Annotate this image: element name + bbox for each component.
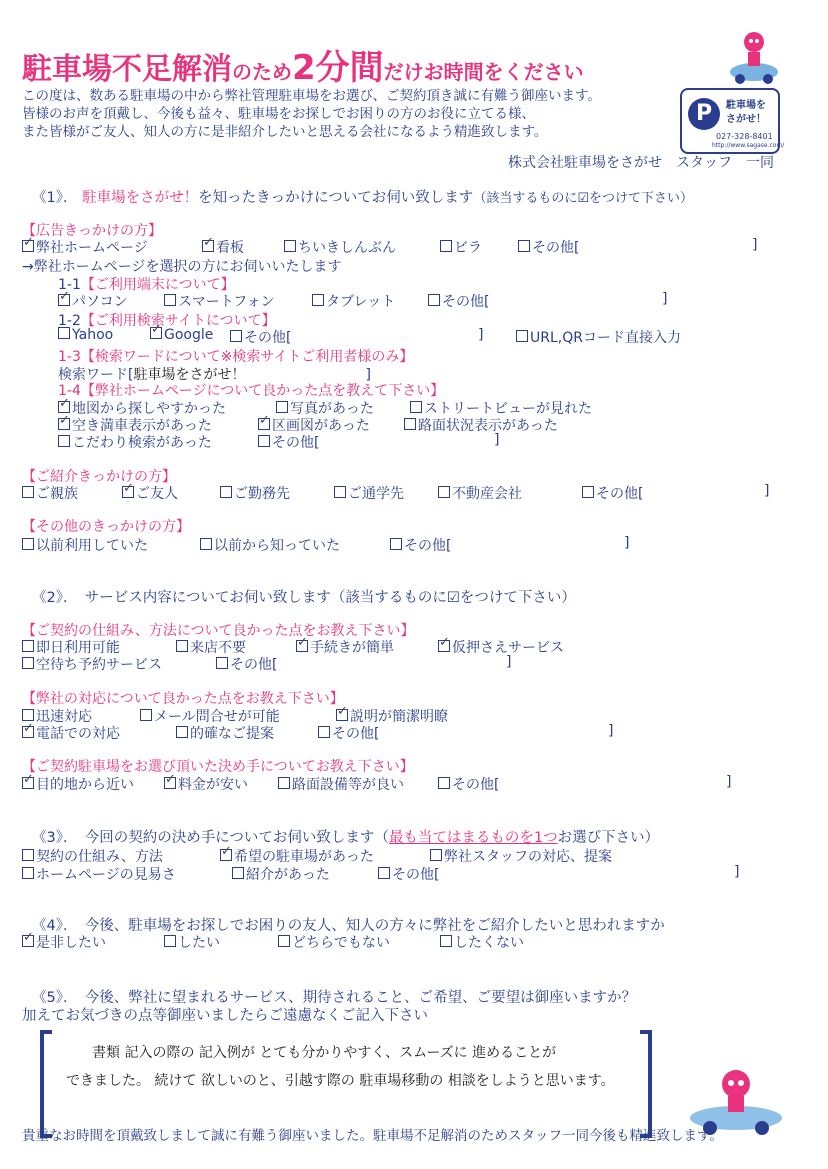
q3-row1-option-0[interactable] bbox=[22, 846, 163, 866]
q2b-row1-label: 迅速対応 bbox=[36, 709, 92, 725]
checkbox-icon[interactable] bbox=[22, 240, 34, 252]
checkbox-icon[interactable] bbox=[428, 294, 440, 306]
intro-line-3: また皆様がご友人、知人の方に是非紹介したいと思える会社になるよう精進致します。 bbox=[22, 124, 548, 140]
q3-row1-label: 弊社スタッフの対応、提案 bbox=[444, 849, 612, 865]
intro-option-4[interactable] bbox=[438, 483, 522, 503]
ad-option-4[interactable] bbox=[518, 237, 579, 257]
q2b-row2-option-2[interactable] bbox=[318, 723, 379, 743]
checkbox-icon[interactable] bbox=[164, 777, 176, 789]
signature: 株式会社駐車場をさがせ スタッフ 一同 bbox=[508, 155, 774, 171]
q2a-row2-close-bracket: ] bbox=[506, 654, 512, 670]
s11-option-3[interactable] bbox=[428, 291, 489, 311]
s12-option-1[interactable] bbox=[150, 327, 213, 343]
bracket-left bbox=[40, 1030, 52, 1138]
q3-row2-label: ホームページの見易さ bbox=[36, 867, 176, 883]
q3-row2-option-2[interactable] bbox=[378, 864, 439, 884]
ad-label: ビラ bbox=[454, 240, 482, 256]
intro-label: ご勤務先 bbox=[234, 486, 290, 502]
q3-row1-option-2[interactable] bbox=[430, 846, 612, 866]
checkbox-icon[interactable] bbox=[58, 401, 70, 413]
checkbox-icon[interactable] bbox=[440, 935, 452, 947]
checkbox-icon[interactable] bbox=[276, 401, 288, 413]
checkbox-icon[interactable] bbox=[58, 327, 70, 339]
q2a-row1-label: 即日利用可能 bbox=[36, 640, 120, 656]
s11-option-2[interactable] bbox=[312, 291, 395, 311]
intro-label: ご通学先 bbox=[348, 486, 404, 502]
intro-option-2[interactable] bbox=[220, 483, 290, 503]
checkbox-icon[interactable] bbox=[22, 538, 34, 550]
q2b-row2-label: 的確なご提案 bbox=[190, 726, 274, 742]
s12-close-bracket: ] bbox=[478, 327, 484, 343]
qr-direct-option[interactable] bbox=[516, 327, 681, 347]
s14-heading: 1-4【弊社ホームページについて良かった点を教えて下さい】 bbox=[58, 383, 445, 399]
checkbox-icon[interactable] bbox=[232, 867, 244, 879]
s13-heading: 1-3【検索ワードについて※検索サイトご利用者様のみ】 bbox=[58, 349, 414, 365]
s14-row2-label: 空き満車表示があった bbox=[72, 418, 212, 434]
other-close-bracket: ] bbox=[624, 535, 630, 551]
ad-option-1[interactable] bbox=[202, 237, 244, 257]
s14-row3-label: こだわり検索があった bbox=[72, 435, 212, 451]
checkbox-icon[interactable] bbox=[58, 294, 70, 306]
intro-line-2: 皆様のお声を頂戴し、今後も益々、駐車場をお探しでお困りの方のお役に立てる様、 bbox=[22, 106, 535, 122]
s11-label: その他[ bbox=[442, 294, 490, 310]
checkbox-icon[interactable] bbox=[22, 849, 34, 861]
checkbox-icon[interactable] bbox=[22, 657, 34, 669]
mascot-car-icon bbox=[728, 28, 782, 84]
s14-row1-label: ストリートビューが見れた bbox=[424, 401, 592, 417]
ad-label: 弊社ホームページ bbox=[36, 240, 148, 256]
q3-row1-option-1[interactable] bbox=[220, 846, 374, 866]
page-title: 駐車場不足解消のため2分間だけお時間をください bbox=[22, 48, 584, 88]
q2a-row1-label: 仮押さえサービス bbox=[452, 640, 564, 656]
s11-heading: 1-1【ご利用端末について】 bbox=[58, 277, 235, 293]
q2a-row1-option-3[interactable] bbox=[438, 637, 564, 657]
s12-option-2[interactable] bbox=[230, 327, 291, 347]
q2b-row2-label: 電話での対応 bbox=[36, 726, 120, 742]
q2c-row1-close-bracket: ] bbox=[726, 774, 732, 790]
checkbox-icon[interactable] bbox=[582, 486, 594, 498]
ad-option-2[interactable] bbox=[284, 237, 396, 257]
qr-direct-label: URL,QRコード直接入力 bbox=[530, 330, 681, 346]
checkbox-icon[interactable] bbox=[164, 294, 176, 306]
s14-row3-option-0[interactable] bbox=[58, 432, 212, 452]
intro-section-title: 【ご紹介きっかけの方】 bbox=[22, 469, 176, 485]
q4-option-2[interactable] bbox=[278, 932, 390, 952]
s12-label: Yahoo bbox=[72, 327, 114, 343]
q4-option-3[interactable] bbox=[440, 932, 524, 952]
checkbox-icon[interactable] bbox=[404, 418, 416, 430]
bracket-right bbox=[640, 1030, 652, 1138]
q3-row2-option-1[interactable] bbox=[232, 864, 330, 884]
s12-label: その他[ bbox=[244, 330, 292, 346]
checkbox-icon[interactable] bbox=[22, 486, 34, 498]
checkbox-icon[interactable] bbox=[164, 935, 176, 947]
q2c-row1-label: 料金が安い bbox=[178, 777, 248, 793]
q5-heading-2: 加えてお気づきの点等御座いましたらご遠慮なくご記入下さい bbox=[22, 1008, 428, 1024]
q2a-row2-label: その他[ bbox=[230, 657, 278, 673]
q4-label: どちらでもない bbox=[292, 935, 390, 951]
q2b-row1-label: メール問合せが可能 bbox=[154, 709, 280, 725]
q2b-row2-label: その他[ bbox=[332, 726, 380, 742]
checkbox-icon[interactable] bbox=[516, 330, 528, 342]
s11-label: スマートフォン bbox=[178, 294, 275, 310]
checkbox-icon[interactable] bbox=[312, 294, 324, 306]
s14-row2-option-2[interactable] bbox=[404, 415, 558, 435]
checkbox-icon[interactable] bbox=[258, 418, 270, 430]
checkbox-icon[interactable] bbox=[430, 849, 442, 861]
q2-c-title: 【ご契約駐車場をお選び頂いた決め手についてお教え下さい】 bbox=[22, 759, 414, 775]
checkbox-icon[interactable] bbox=[22, 709, 34, 721]
comment-line-2: できました。 続けて 欲しいのと、引越す際の 駐車場移動の 相談をしようと思います。 bbox=[66, 1073, 615, 1089]
s14-row2-label: 路面状況表示があった bbox=[418, 418, 558, 434]
q3-row2-label: 紹介があった bbox=[246, 867, 330, 883]
s11-label: タブレット bbox=[326, 294, 396, 310]
q2a-row2-option-0[interactable] bbox=[22, 654, 162, 674]
company-logo: P 駐車場を さがせ！ 027-328-8401 http://www.sagase.com/ bbox=[680, 88, 780, 154]
q2c-row1-option-2[interactable] bbox=[278, 774, 404, 794]
q2c-row1-option-0[interactable] bbox=[22, 774, 134, 794]
checkbox-icon[interactable] bbox=[58, 418, 70, 430]
q3-heading: 《3》． 今回の契約の決め手についてお伺い致します（最も当てはまるものを1つお選び下さい） bbox=[32, 830, 660, 846]
q4-label: したくない bbox=[454, 935, 524, 951]
q2c-row1-option-3[interactable] bbox=[438, 774, 499, 794]
ad-label: ちいきしんぶん bbox=[298, 240, 396, 256]
ad-option-0[interactable] bbox=[22, 237, 148, 257]
checkbox-icon[interactable] bbox=[410, 401, 422, 413]
checkbox-icon[interactable] bbox=[518, 240, 530, 252]
checkbox-icon[interactable] bbox=[200, 538, 212, 550]
ad-section-title: 【広告きっかけの方】 bbox=[22, 223, 162, 239]
q3-row2-close-bracket: ] bbox=[734, 864, 740, 880]
intro-option-3[interactable] bbox=[334, 483, 404, 503]
checkbox-icon[interactable] bbox=[22, 867, 34, 879]
checkbox-icon[interactable] bbox=[220, 486, 232, 498]
q4-heading: 《4》． 今後、駐車場をお探しでお困りの友人、知人の方々に弊社をご紹介したいと思われますか bbox=[32, 918, 665, 934]
q2b-row2-close-bracket: ] bbox=[608, 723, 614, 739]
q2-a-title: 【ご契約の仕組み、方法について良かった点をお教え下さい】 bbox=[22, 623, 415, 639]
other-label: 以前から知っていた bbox=[214, 538, 340, 554]
comment-line-1: 書類 記入の際の 記入例が とても分かりやすく、スムーズに 進めることが bbox=[92, 1045, 557, 1061]
q4-option-1[interactable] bbox=[164, 932, 220, 952]
q2c-row1-label: 路面設備等が良い bbox=[292, 777, 404, 793]
checkbox-icon[interactable] bbox=[438, 640, 450, 652]
q2-heading: 《2》． サービス内容についてお伺い致します（該当するものに☑をつけて下さい） bbox=[32, 590, 576, 606]
q3-row1-label: 契約の仕組み、方法 bbox=[36, 849, 163, 865]
checkbox-icon[interactable] bbox=[230, 330, 242, 342]
intro-label: ご友人 bbox=[136, 486, 178, 502]
q2b-row2-option-1[interactable] bbox=[176, 723, 274, 743]
ad-close-bracket: ] bbox=[752, 237, 758, 253]
q2a-row1-label: 来店不要 bbox=[190, 640, 246, 656]
q2a-row2-label: 空待ち予約サービス bbox=[36, 657, 162, 673]
q1-heading: 《1》． 駐車場をさがせ！を知ったきっかけについてお伺い致します（該当するものに☑をつけて下さい） bbox=[32, 190, 693, 206]
checkbox-icon[interactable] bbox=[202, 240, 214, 252]
s14-row3-label: その他[ bbox=[272, 435, 320, 451]
checkbox-icon[interactable] bbox=[22, 640, 34, 652]
other-section-title: 【その他のきっかけの方】 bbox=[22, 519, 190, 535]
q5-heading: 《5》． 今後、弊社に望まれるサービス、期待されること、ご希望、ご要望は御座いますか？ bbox=[32, 990, 637, 1006]
intro-line-1: この度は、数ある駐車場の中から弊社管理駐車場をお選び、ご契約頂き誠に有難う御座います。 bbox=[22, 88, 601, 104]
hp-note: →弊社ホームページを選択の方にお伺いいたします bbox=[22, 259, 342, 275]
checkbox-icon[interactable] bbox=[296, 640, 308, 652]
intro-label: その他[ bbox=[596, 486, 644, 502]
checkbox-icon[interactable] bbox=[22, 935, 34, 947]
checkbox-icon[interactable] bbox=[140, 709, 152, 721]
s11-close-bracket: ] bbox=[662, 291, 668, 307]
checkbox-icon[interactable] bbox=[176, 640, 188, 652]
intro-label: ご親族 bbox=[36, 486, 78, 502]
checkbox-icon[interactable] bbox=[22, 777, 34, 789]
s14-row1-label: 写真があった bbox=[290, 401, 374, 417]
checkbox-icon[interactable] bbox=[176, 726, 188, 738]
checkbox-icon[interactable] bbox=[440, 240, 452, 252]
s14-row2-label: 区画図があった bbox=[272, 418, 370, 434]
checkbox-icon[interactable] bbox=[378, 867, 390, 879]
intro-label: 不動産会社 bbox=[452, 486, 522, 502]
s14-row1-label: 地図から探しやすかった bbox=[72, 401, 226, 417]
checkbox-icon[interactable] bbox=[278, 935, 290, 947]
checkbox-icon[interactable] bbox=[122, 486, 134, 498]
s12-option-0[interactable] bbox=[58, 327, 113, 343]
intro-option-5[interactable] bbox=[582, 483, 643, 503]
checkbox-icon[interactable] bbox=[278, 777, 290, 789]
other-option-2[interactable] bbox=[390, 535, 451, 555]
checkbox-icon[interactable] bbox=[390, 538, 402, 550]
intro-close-bracket: ] bbox=[764, 483, 770, 499]
other-option-1[interactable] bbox=[200, 535, 340, 555]
checkbox-icon[interactable] bbox=[216, 657, 228, 669]
q3-row2-label: その他[ bbox=[392, 867, 440, 883]
s12-heading: 1-2【ご利用検索サイトについて】 bbox=[58, 313, 276, 329]
footer-note: 貴重なお時間を頂戴致しまして誠に有難う御座いました。駐車場不足解消のためスタッフ一同今後も精進致します。 bbox=[22, 1128, 723, 1144]
s14-row3-option-1[interactable] bbox=[258, 432, 319, 452]
ad-label: 看板 bbox=[216, 240, 244, 256]
q2a-row1-option-2[interactable] bbox=[296, 637, 394, 657]
q4-label: したい bbox=[178, 935, 220, 951]
checkbox-icon[interactable] bbox=[258, 435, 270, 447]
checkbox-icon[interactable] bbox=[150, 327, 162, 339]
q3-row1-label: 希望の駐車場があった bbox=[234, 849, 374, 865]
checkbox-icon[interactable] bbox=[318, 726, 330, 738]
q2b-row2-option-0[interactable] bbox=[22, 723, 120, 743]
checkbox-icon[interactable] bbox=[334, 486, 346, 498]
other-option-0[interactable] bbox=[22, 535, 148, 555]
checkbox-icon[interactable] bbox=[438, 777, 450, 789]
checkbox-icon[interactable] bbox=[22, 726, 34, 738]
other-label: その他[ bbox=[404, 538, 452, 554]
q2c-row1-option-1[interactable] bbox=[164, 774, 248, 794]
checkbox-icon[interactable] bbox=[284, 240, 296, 252]
q2a-row1-label: 手続きが簡単 bbox=[310, 640, 394, 656]
intro-option-0[interactable] bbox=[22, 483, 78, 503]
q2b-row1-label: 説明が簡潔明瞭 bbox=[350, 709, 448, 725]
search-word-field[interactable]: 検索ワード[駐車場をさがせ！ ] bbox=[58, 367, 371, 383]
q2c-row1-label: 目的地から近い bbox=[36, 777, 134, 793]
ad-label: その他[ bbox=[532, 240, 580, 256]
s11-option-0[interactable] bbox=[58, 291, 128, 311]
checkbox-icon[interactable] bbox=[438, 486, 450, 498]
ad-option-3[interactable] bbox=[440, 237, 482, 257]
q2c-row1-label: その他[ bbox=[452, 777, 500, 793]
other-label: 以前利用していた bbox=[36, 538, 148, 554]
checkbox-icon[interactable] bbox=[220, 849, 232, 861]
q2-b-title: 【弊社の対応について良かった点をお教え下さい】 bbox=[22, 691, 344, 707]
q3-row2-option-0[interactable] bbox=[22, 864, 176, 884]
checkbox-icon[interactable] bbox=[58, 435, 70, 447]
checkbox-icon[interactable] bbox=[336, 709, 348, 721]
s14-row3-close-bracket: ] bbox=[494, 432, 500, 448]
q2a-row2-option-1[interactable] bbox=[216, 654, 277, 674]
s11-label: パソコン bbox=[72, 294, 128, 310]
q4-label: 是非したい bbox=[36, 935, 106, 951]
intro-option-1[interactable] bbox=[122, 483, 178, 503]
q4-option-0[interactable] bbox=[22, 932, 106, 952]
s12-label: Google bbox=[164, 327, 214, 343]
s11-option-1[interactable] bbox=[164, 291, 275, 311]
